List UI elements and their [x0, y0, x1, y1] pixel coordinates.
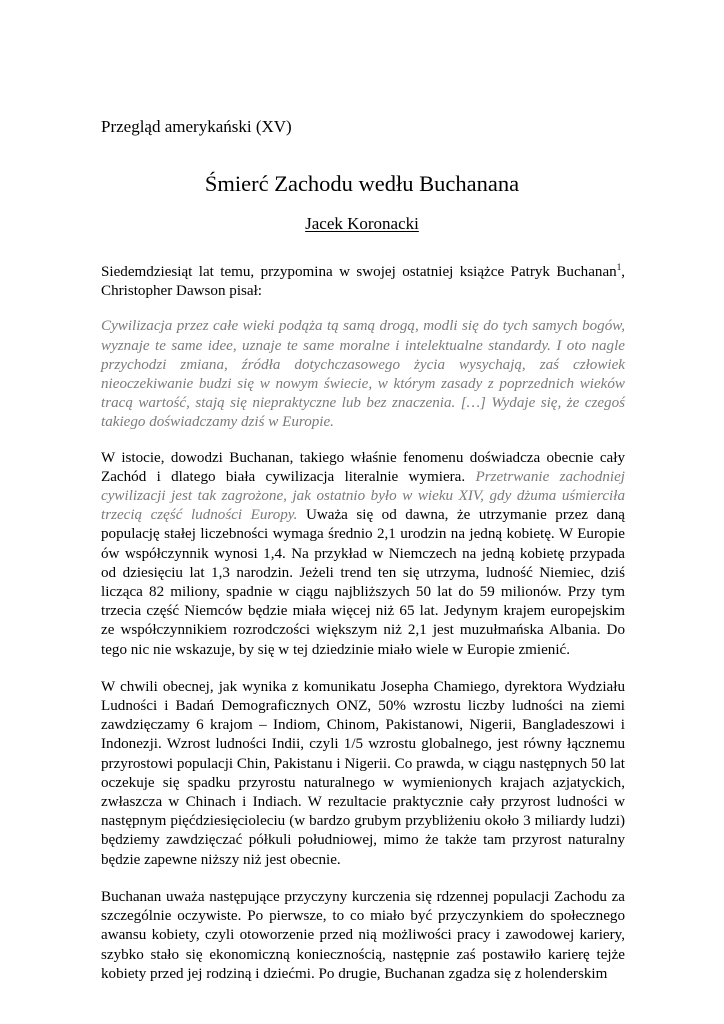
paragraph-2: W chwili obecnej, jak wynika z komunikatu Josepha Chamiego, dyrektora Wydziału Ludności i Badań Demograficznych ONZ, 50% wzrostu liczby ludności na ziemi zawdzięczamy 6 krajom – Indiom, Chinom, Pakistanowi, Nigerii, Bangladeszowi i Indonezji. Wzrost ludności Indii, czyli 1/5 wzrostu globalnego, jest równy łącznemu przyrostowi populacji Chin, Pakistanu i Nigerii. Co prawda, w ciągu następnych 50 lat oczekuje się spadku przyrostu naturalnego w wymienionych krajach azjatyckich, zwłaszcza w Chinach i Indiach. W rezultacie praktycznie cały przyrost ludności w następnym pięćdziesięcioleciu (w bardzo grubym przybliżeniu około 3 miliardy ludzi) będziemy zawdzięczać półkuli południowej, mimo że także tam przyrost naturalny będzie zapewne niższy niż jest obecnie.	[101, 678, 625, 868]
paragraph-3: Buchanan uważa następujące przyczyny kurczenia się rdzennej populacji Zachodu za szczególnie oczywiste. Po pierwsze, to co miało być przyczynkiem do społecznego awansu kobiety, czyli otoworzenie przed nią możliwości pracy i zawodowej kariery, szybko stało się ekonomiczną koniecznością, następnie zaś postawiło karierę tejże kobiety przed jej rodziną i dziećmi. Po drugie, Buchanan zgadza się z holenderskim	[101, 888, 625, 982]
dawson-quote: Cywilizacja przez całe wieki podąża tą samą drogą, modli się do tych samych bogów, wyznaje te same idee, uznaje te same moralne i intelektualne standardy. I oto nagle przychodzi zmiana, źródła dotychczasowego życia wysychają, zaś człowiek nieoczekiwanie budzi się w nowym świecie, w którym zasady z poprzednich wieków tracą wartość, stają się niepraktyczne lub bez znaczenia. […] Wydaje się, że czegoś takiego doświadczamy dziś w Europie.	[101, 318, 625, 431]
author-line	[0, 214, 724, 234]
paragraph-1-rest: Uważa się od dawna, że utrzymanie przez daną populację stałej liczebności wymaga średnio 2,1 urodzin na jedną kobietę. W Europie ów współczynnik wynosi 1,4. Na przykład w Niemczech na jedną kobietę przypada od dziesięciu lat 1,3 narodzin. Jeżeli trend ten się utrzyma, ludność Niemiec, dziś licząca 82 miliony, spadnie w ciągu najbliższych 50 lat do 59 milionów. Przy tym trzecia część Niemców będzie miała więcej niż 65 lat. Jedynym krajem europejskim ze współczynnikiem rozrodczości większym niż 2,1 jest muzułmańska Albania. Do tego nic nie wskazuje, by się w tej dziedzinie miało wiele w Europie zmienić.	[101, 507, 625, 658]
footnote-marker[interactable]: 1	[616, 262, 622, 272]
intro-text-end: , Christopher Dawson pisał:	[101, 264, 625, 300]
article-body	[101, 263, 625, 984]
article-title: Śmierć Zachodu wedłu Buchanana	[204, 171, 520, 196]
intro-paragraph	[101, 263, 625, 301]
series-heading: Przegląd amerykański (XV)	[101, 117, 292, 136]
paragraph-1-lead: W istocie, dowodzi Buchanan, takiego właśnie fenomenu doświadcza obecnie cały Zachód i dlatego biała cywilizacja literalnie wymiera.	[101, 449, 625, 485]
author-name: Jacek Koronacki	[305, 214, 419, 233]
paragraph-1-inline-quote: Przetrwanie zachodniej cywilizacji jest tak zagrożone, jak ostatnio było w wieku XIV, gdy dżuma uśmierciła trzecią część ludności Europy.	[101, 468, 625, 524]
intro-text: Siedemdziesiąt lat temu, przypomina w swojej ostatniej książce Patryk Buchanan	[101, 264, 617, 280]
paragraph-1	[101, 449, 625, 660]
